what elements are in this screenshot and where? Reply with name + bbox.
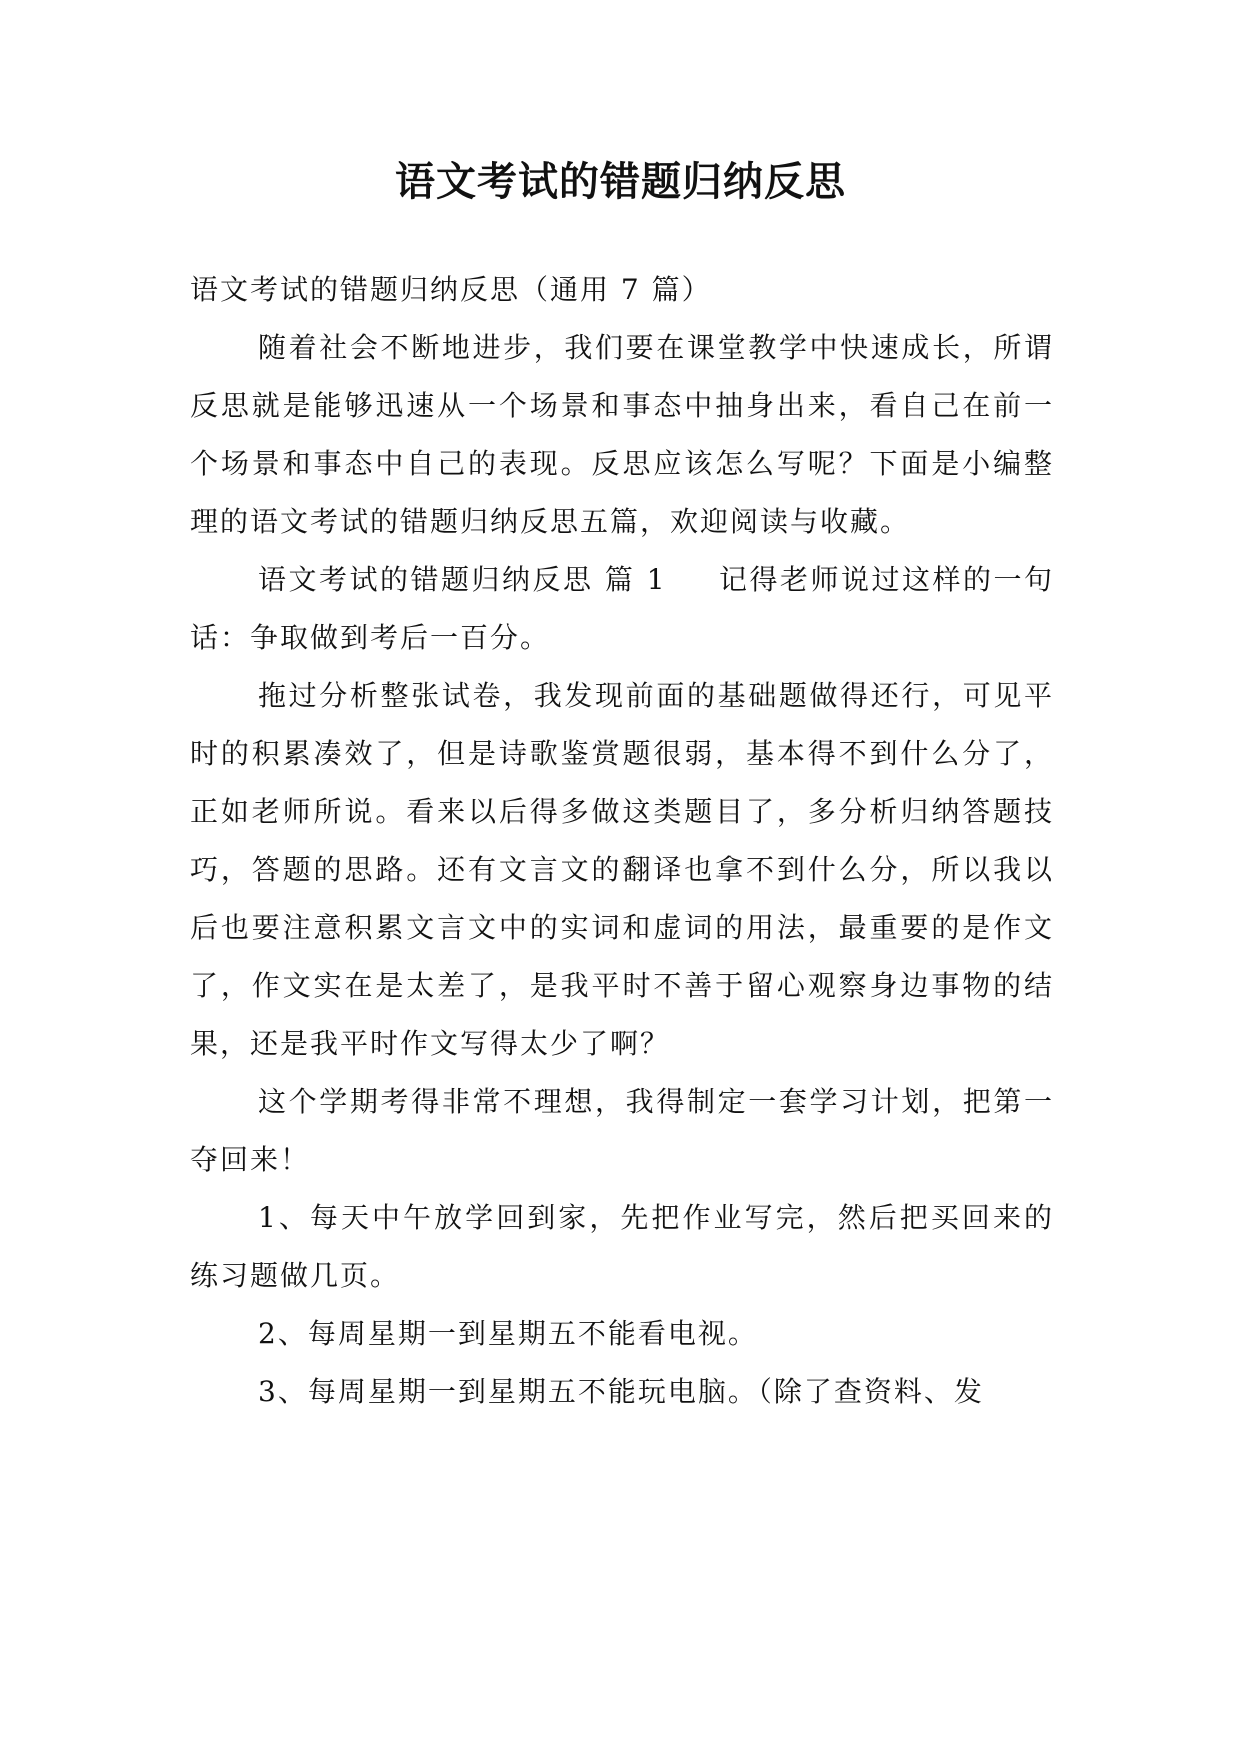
section1-heading: 语文考试的错题归纳反思 篇 1	[258, 563, 667, 596]
section1-first-sentence: 记得老师说过这样的一句话：争取做到考后一百分。	[190, 563, 1054, 654]
analysis-paragraph: 拖过分析整张试卷，我发现前面的基础题做得还行，可见平时的积累凑效了，但是诗歌鉴赏题很弱，基本得不到什么分了，正如老师所说。看来以后得多做这类题目了，多分析归纳答题技巧，答题的思路。还有文言文的翻译也拿不到什么分，所以我以后也要注意积累文言文中的实词和虚词的用法，最重要的是作文了，作文实在是太差了，是我平时不善于留心观察身边事物的结果，还是我平时作文写得太少了啊？	[190, 679, 1054, 1060]
document-title: 语文考试的错题归纳反思	[395, 158, 846, 205]
plan-paragraph: 这个学期考得非常不理想，我得制定一套学习计划，把第一夺回来！	[190, 1085, 1054, 1176]
plan-item-3: 3、每周星期一到星期五不能玩电脑。（除了查资料、发	[258, 1375, 984, 1408]
intro-paragraph: 随着社会不断地进步，我们要在课堂教学中快速成长，所谓反思就是能够迅速从一个场景和事态中抽身出来，看自己在前一个场景和事态中自己的表现。反思应该怎么写呢？下面是小编整理的语文考试的错题归纳反思五篇，欢迎阅读与收藏。	[190, 331, 1054, 538]
plan-item-1: 1、每天中午放学回到家，先把作业写完，然后把买回来的练习题做几页。	[190, 1201, 1054, 1292]
plan-item-2: 2、每周星期一到星期五不能看电视。	[258, 1317, 758, 1350]
subtitle-paragraph: 语文考试的错题归纳反思（通用 7 篇）	[190, 273, 712, 306]
section1-paragraph	[190, 551, 1054, 667]
document-body	[190, 261, 1054, 1421]
